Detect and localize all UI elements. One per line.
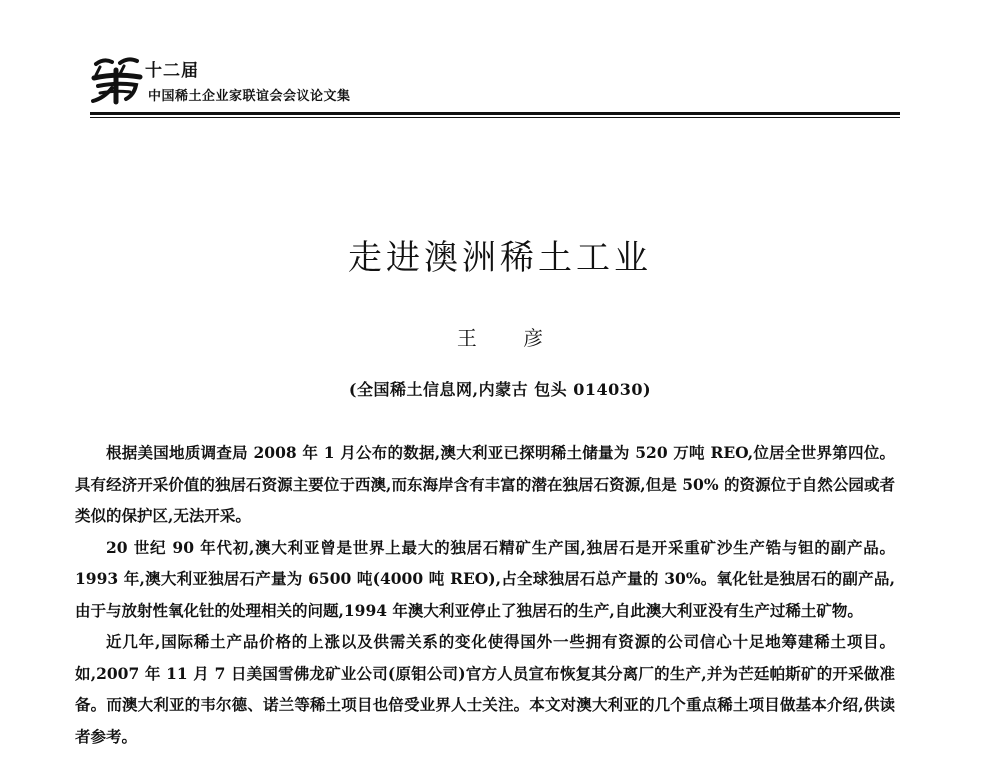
edition-label: 十二届	[145, 61, 199, 81]
article-author: 王 彦	[456, 326, 564, 350]
body-paragraph: 近几年,国际稀土产品价格的上涨以及供需关系的变化使得国外一些拥有资源的公司信心十足地筹建稀土项目。如,2007 年 11 月 7 日美国雪佛龙矿业公司(原钼公司)官方人员宣布恢复其分离厂的生产,并为芒廷帕斯矿的开采做准备。而澳大利亚的韦尔德、诺兰等稀土项目也倍受业界人士关注。本文对澳大利亚的几个重点稀土项目做基本介绍,供读者参考。	[75, 632, 895, 746]
author-affiliation: (全国稀土信息网,内蒙古 包头 014030)	[348, 380, 652, 399]
article-title: 走进澳洲稀土工业	[348, 238, 652, 278]
article-body	[75, 437, 895, 752]
header-rule-thin	[90, 117, 900, 118]
proceedings-title: 中国稀土企业家联谊会会议论文集	[148, 89, 351, 104]
running-header	[90, 55, 900, 119]
body-paragraph: 根据美国地质调查局 2008 年 1 月公布的数据,澳大利亚已探明稀土储量为 520 万吨 REO,位居全世界第四位。具有经济开采价值的独居石资源主要位于西澳,而东海岸含有丰富的潜在独居石资源,但是 50% 的资源位于自然公园或者类似的保护区,无法开采。	[75, 443, 895, 525]
body-paragraph: 20 世纪 90 年代初,澳大利亚曾是世界上最大的独居石精矿生产国,独居石是开采重矿沙生产锆与钽的副产品。1993 年,澳大利亚独居石产量为 6500 吨(4000 吨 REO),占全球独居石总产量的 30%。氧化钍是独居石的副产品,由于与放射性氧化钍的处理相关的问题,1994 年澳大利亚停止了独居石的生产,自此澳大利亚没有生产过稀土矿物。	[75, 537, 895, 620]
header-rule	[90, 112, 900, 115]
